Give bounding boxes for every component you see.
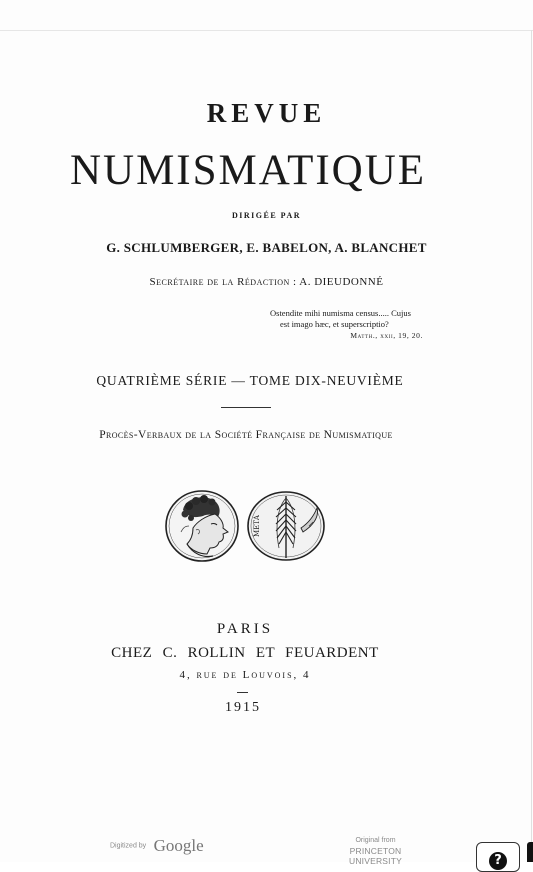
proceedings-line: Procès-Verbaux de la Société Française de Numismatique [99, 429, 393, 441]
series-volume: QUATRIÈME SÉRIE — TOME DIX-NEUVIÈME [96, 373, 404, 388]
coin-reverse [248, 492, 324, 560]
imprint-city: PARIS [216, 621, 274, 637]
divider-rule [221, 407, 271, 408]
digitized-by-google [110, 836, 204, 856]
coin-illustration [163, 488, 329, 566]
page-right-edge [531, 30, 532, 862]
secretary-separator: : [289, 276, 300, 288]
epigraph-citation: Matth., xxii, 19, 20. [350, 331, 423, 340]
page-top-edge [0, 30, 533, 31]
imprint-publisher: CHEZ C. ROLLIN ET FEUARDENT [111, 645, 379, 661]
imprint-year: 1915 [225, 700, 261, 715]
institution-name: PRINCETON UNIVERSITY [348, 846, 402, 866]
directors-names: G. SCHLUMBERGER, E. BABELON, A. BLANCHET [106, 240, 427, 255]
imprint-address: 4, rue de Louvois, 4 [179, 669, 311, 681]
digitized-prefix: Digitized by [110, 842, 147, 850]
original-from-label: Original from [355, 837, 396, 844]
journal-subtitle: NUMISMATIQUE [69, 147, 427, 194]
coin-legend: ΜΕΤΑ [253, 514, 261, 538]
side-panel-handle[interactable] [527, 842, 533, 862]
google-logo: Google [153, 836, 204, 855]
secretary-label: Secrétaire de la Rédaction [149, 276, 290, 288]
coin-obverse [166, 491, 238, 561]
journal-title: REVUE [206, 98, 327, 128]
small-divider-rule [237, 692, 248, 693]
secretary-name: A. DIEUDONNÉ [299, 276, 384, 288]
help-icon: ? [489, 852, 507, 870]
secretary-line [0, 276, 533, 288]
help-button[interactable] [476, 842, 520, 872]
epigraph-line-1: Ostendite mihi numisma census..... Cujus [270, 308, 411, 318]
directed-by-label: DIRIGÉE PAR [231, 211, 302, 220]
epigraph [268, 308, 443, 341]
epigraph-line-2: est imago hæc, et superscriptio? [280, 319, 389, 329]
